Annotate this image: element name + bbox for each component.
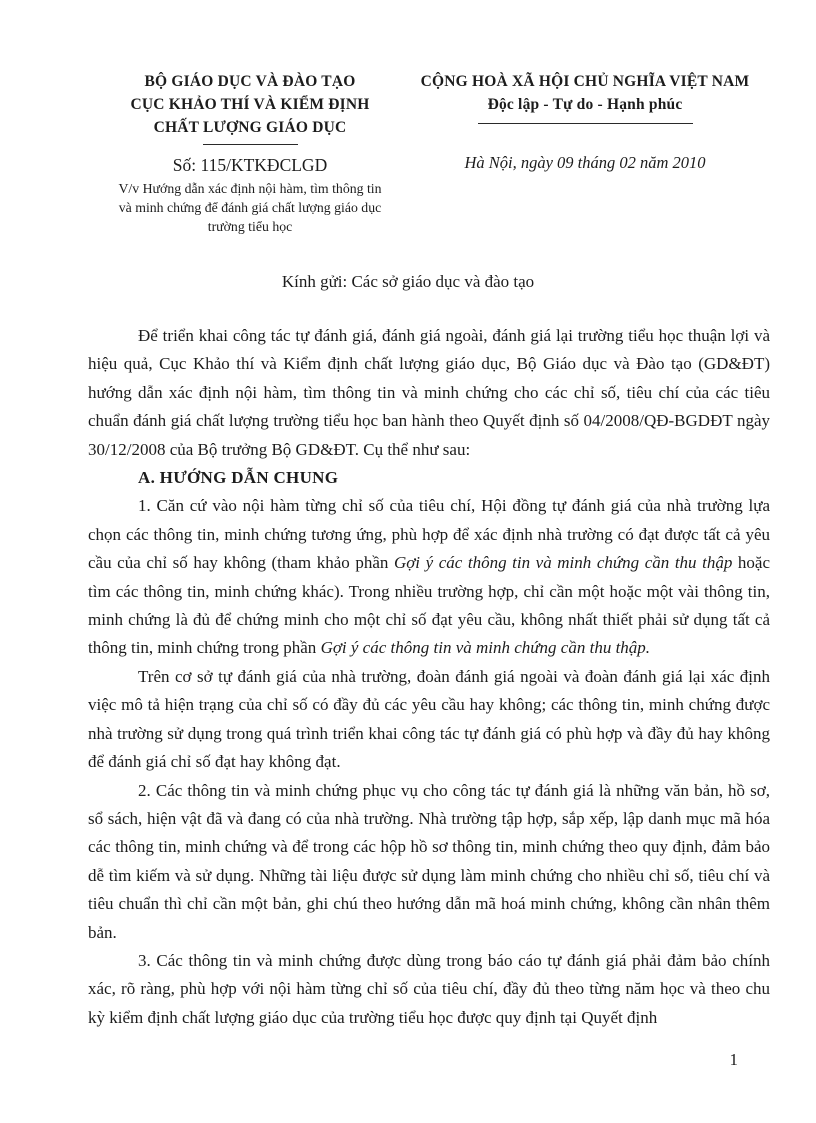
document-number: Số: 115/KTKĐCLGD (172, 155, 328, 175)
national-header-block (415, 70, 755, 236)
body-paragraph-item3: 3. Các thông tin và minh chứng được dùng trong báo cáo tự đánh giá phải đảm bảo chính xác, rõ ràng, phù hợp với nội hàm từng chỉ số của tiêu chí, đầy đủ theo từng năm học và theo chu kỳ kiểm định chất lượng giáo dục của trường tiểu học được quy định tại Quyết định (88, 950, 770, 1027)
document-body (88, 322, 770, 1032)
body-paragraph-item1-continued: Trên cơ sở tự đánh giá của nhà trường, đoàn đánh giá ngoài và đoàn đánh giá lại xác định việc mô tả hiện trạng của chỉ số có đầy đủ các yêu cầu hay không; các thông tin, minh chứng được nhà trường sử dụng trong quá trình triển khai công tác tự đánh giá có phù hợp và đầy đủ hay không để đánh giá chỉ số đạt hay không đạt. (88, 666, 770, 772)
page-number: 1 (729, 1050, 738, 1069)
motto-divider-line (478, 123, 693, 124)
agency-divider-line (203, 144, 298, 145)
salutation-line: Kính gửi: Các sở giáo dục và đào tạo (281, 272, 535, 291)
body-paragraph-item1: 1. Căn cứ vào nội hàm từng chỉ số của tiêu chí, Hội đồng tự đánh giá của nhà trường lựa chọn các thông tin, minh chứng tương ứng, phù hợp để xác định nhà trường có đạt được tất cả yêu cầu của chỉ số hay không (tham khảo phần Gợi ý các thông tin và minh chứng cần thu thập hoặc tìm các thông tin, minh chứng khác). Trong nhiều trường hợp, chỉ cần một hoặc một vài thông tin, minh chứng là đủ để chứng minh cho một chỉ số đạt yêu cầu, không nhất thiết phải sử dụng tất cả thông tin, minh chứng trong phần Gợi ý các thông tin và minh chứng cần thu thập. (88, 496, 771, 658)
document-header (0, 0, 816, 236)
document-subject: V/v Hướng dẫn xác định nội hàm, tìm thông tin và minh chứng để đánh giá chất lượng giáo dục trường tiểu học (118, 181, 382, 234)
intro-paragraph: Để triển khai công tác tự đánh giá, đánh giá ngoài, đánh giá lại trường tiểu học thuận lợi và hiệu quả, Cục Khảo thí và Kiểm định chất lượng giáo dục, Bộ Giáo dục và Đào tạo (GD&ĐT) hướng dẫn xác định nội hàm, tìm thông tin và minh chứng cho các chỉ số, tiêu chí của các tiêu chuẩn đánh giá chất lượng trường tiểu học ban hành theo Quyết định số 04/2008/QĐ-BGDĐT ngày 30/12/2008 của Bộ trưởng Bộ GD&ĐT. Cụ thể như sau: (88, 326, 770, 459)
national-motto-line2: Độc lập - Tự do - Hạnh phúc (487, 96, 683, 113)
department-name-line2: CHẤT LƯỢNG GIÁO DỤC (153, 119, 347, 136)
ministry-name: BỘ GIÁO DỤC VÀ ĐÀO TẠO (144, 73, 356, 90)
place-and-date: Hà Nội, ngày 09 tháng 02 năm 2010 (464, 153, 706, 172)
department-name-line1: CỤC KHẢO THÍ VÀ KIỂM ĐỊNH (130, 96, 370, 113)
issuing-agency-block (85, 70, 415, 236)
national-motto-line1: CỘNG HOÀ XÃ HỘI CHỦ NGHĨA VIỆT NAM (420, 73, 750, 90)
section-a-heading: A. HƯỚNG DẪN CHUNG (138, 468, 339, 488)
body-paragraph-item2: 2. Các thông tin và minh chứng phục vụ cho công tác tự đánh giá là những văn bản, hồ sơ, sổ sách, hiện vật đã và đang có của nhà trường. Nhà trường tập hợp, sắp xếp, lập danh mục mã hóa các thông tin, minh chứng và để trong các hộp hồ sơ thông tin, minh chứng theo quy định, đảm bảo dễ tìm kiếm và sử dụng. Những tài liệu được sử dụng làm minh chứng cho nhiều chỉ số, tiêu chí và tiêu chuẩn thì chỉ cần một bản, ghi chú theo hướng dẫn mã hoá minh chứng, không cần nhân thêm bản. (88, 780, 770, 942)
